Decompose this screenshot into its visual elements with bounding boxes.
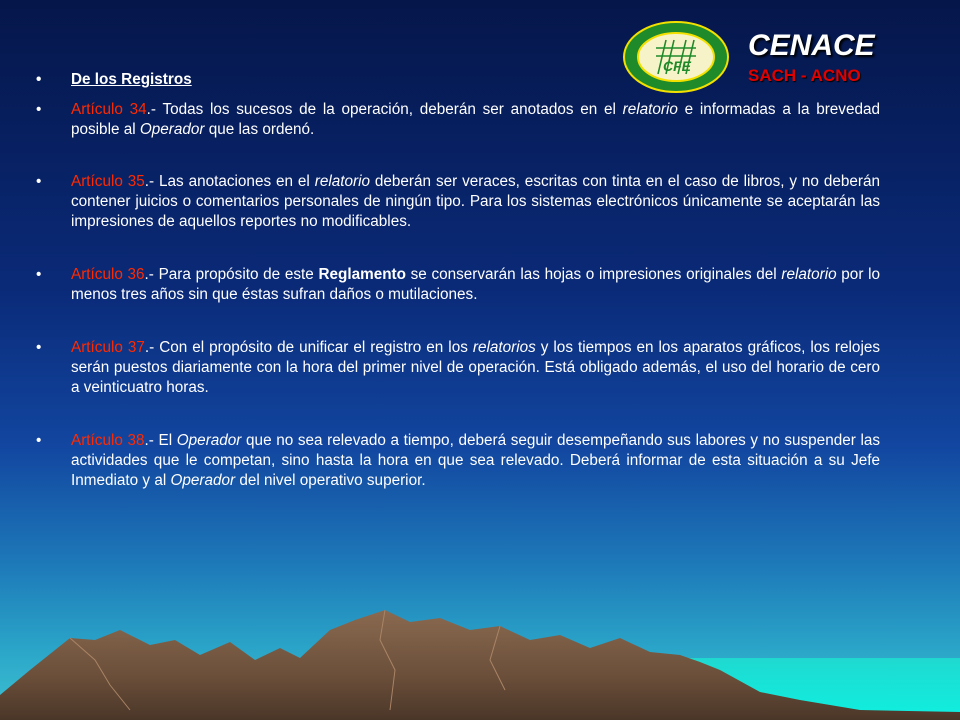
article-sep: .-: [144, 432, 159, 449]
article-37: [36, 338, 880, 398]
article-text: Todas los sucesos de la operación, deberán ser anotados en el: [162, 101, 623, 118]
article-label: Artículo 36: [71, 266, 145, 283]
article-sep: .-: [146, 101, 163, 118]
article-label: Artículo 35: [71, 173, 145, 190]
article-emphasis: Operador: [139, 121, 205, 138]
article-emphasis: Operador: [170, 472, 236, 489]
article-label: Artículo 38: [71, 432, 145, 449]
section-heading: • De los Registros: [36, 70, 880, 90]
article-text: que las ordenó.: [204, 121, 315, 138]
article-36: [36, 265, 880, 305]
article-38: [36, 431, 880, 491]
article-text: y los tiempos en los aparatos gráficos, los relojes serán puestos diariamente con la hora del primer nivel de operación. Está obligado además, el uso del horario de cero a veinticuatro horas.: [71, 339, 880, 396]
logo-center-text: CFE: [663, 58, 691, 74]
article-emphasis: relatorio: [781, 266, 837, 283]
article-sep: .-: [144, 173, 160, 190]
article-35: [36, 172, 880, 232]
article-bold: Reglamento: [318, 266, 406, 283]
mountain-range: [0, 600, 960, 720]
article-text: deberán ser veraces, escritas con tinta en el caso de libros, y no deberán contener juicios o comentarios personales de ningún tipo. Para los sistemas electrónicos únicamente se aceptarán las impresiones de aquellos reportes no modificables.: [71, 173, 880, 230]
article-text: e informadas a la brevedad posible al: [71, 101, 880, 138]
article-sep: .-: [144, 339, 160, 356]
article-34: [36, 100, 880, 140]
article-text: que no sea relevado a tiempo, deberá seguir desempeñando sus labores y no suspender las actividades que le competan, sino hasta la hora en que sea relevado. Deberá informar de esta situación a su Jefe Inmediato y al: [71, 432, 881, 489]
brand-subtitle: SACH - ACNO: [748, 66, 861, 85]
article-label: Artículo 34: [71, 101, 147, 118]
article-emphasis: relatorio: [622, 101, 678, 118]
slide-content: [36, 70, 880, 491]
article-text: del nivel operativo superior.: [235, 472, 426, 489]
article-text: se conservarán las hojas o impresiones originales del: [405, 266, 782, 283]
article-emphasis: relatorio: [314, 173, 370, 190]
article-emphasis: Operador: [176, 432, 242, 449]
article-text: Con el propósito de unificar el registro en los: [159, 339, 473, 356]
article-emphasis: relatorios: [472, 339, 536, 356]
article-label: Artículo 37: [71, 339, 145, 356]
article-text: El: [158, 432, 177, 449]
article-text: Las anotaciones en el: [159, 173, 315, 190]
article-sep: .-: [144, 266, 159, 283]
article-text: por lo menos tres años sin que éstas sufran daños o mutilaciones.: [71, 266, 880, 303]
article-text: Para propósito de este: [158, 266, 319, 283]
brand-title: CENACE: [748, 29, 875, 62]
